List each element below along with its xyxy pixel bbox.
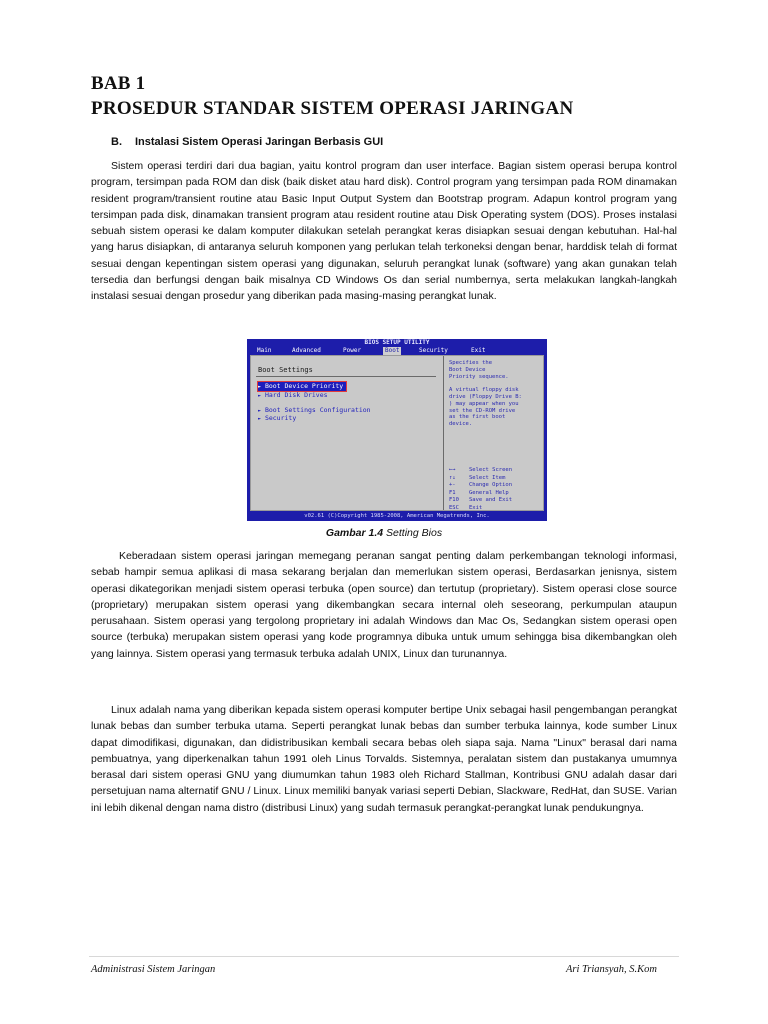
triangle-right-icon: ► — [258, 408, 262, 414]
footer-divider — [89, 956, 679, 957]
triangle-right-icon: ► — [258, 416, 262, 422]
paragraph-intro: Sistem operasi terdiri dari dua bagian, yaitu kontrol program dan user interface. Bagian sistem operasi berupa kontrol program, tersimpan pada ROM dan disk (baik disket atau hard disk). Control program yang tersimpan pada ROM dinamakan resident program/transient routine atau Basic Input Output System dan Bootstrap program. Adapun kontrol program yang tersimpan pada disk, dinamakan transient program atau resident routine atau Disk Operating system (DOS). Proses instalasi sebuah sistem operasi ke dalam komputer dilakukan setelah perangkat keras disiapkan sesuai dengan kebutuhan. Hal-hal yang harus disiapkan, di antaranya seluruh komponen yang perlukan telah terkoneksi dengan benar, harddisk telah di format sesuai dengan kepentingan sistem operasi yang digunakan, seluruh perangkat lunak (software) yang akan gunakan telah tersedia dan berfungsi dengan baik misalnya CD Windows Os dan serial numbernya, serta melakukan langkah-langkah instalasi sesuai dengan prosedur yang diberikan pada masing-masing perangkat lunak. — [91, 160, 677, 303]
bios-item-hard-disk-drives: ► Hard Disk Drives — [258, 391, 328, 399]
bios-help-panel — [449, 360, 541, 510]
bios-item-security: ► Security — [258, 414, 297, 422]
bios-key-row: ←→ Select Screen — [449, 467, 513, 473]
figure-caption — [0, 526, 768, 540]
bios-key-row: ESC Exit — [449, 504, 483, 511]
bios-menu-security: Security — [419, 347, 448, 354]
paragraph-linux: Linux adalah nama yang diberikan kepada sistem operasi komputer bertipe Unix sebagai hasil pengembangan perangkat lunak bebas dan sumber terbuka utama. Seperti perangkat lunak bebas dan sumber terbuka lainnya, kode sumber Linux dapat dimodifikasi, digunakan, dan didistribusikan kembali secara bebas oleh siapa saja. Nama "Linux" berasal dari nama pembuatnya, yang diperkenalkan tahun 1991 oleh Linus Torvalds. Sistemnya, peralatan sistem dan pustakanya umumnya berasal dari sistem operasi GNU yang diumumkan tahun 1983 oleh Richard Stallman, Kontribusi GNU adalah dasar dari persetujuan nama alternatif GNU / Linux. Linux memiliki banyak variasi seperti Debian, Slackware, RedHat, dan SUSE. Varian ini lebih dikenal dengan nama distro (distribusi Linux) yang sudah termasuk perangkat-perangkat lunak pendukungnya. — [91, 704, 677, 814]
bios-menu-main: Main — [257, 347, 272, 354]
bios-panel-title: Boot Settings — [258, 366, 313, 374]
bios-key-row: ↑↓ Select Item — [449, 474, 506, 481]
figure-caption-text: Setting Bios — [386, 527, 443, 539]
triangle-right-icon: ► — [258, 393, 262, 399]
bios-menu-bar — [247, 347, 547, 355]
section-title: Instalasi Sistem Operasi Jaringan Berbasis GUI — [135, 136, 384, 148]
bios-main-panel — [250, 355, 544, 511]
bios-panel-divider — [443, 356, 444, 510]
paragraph-open-source: Keberadaan sistem operasi jaringan memegang peranan sangat penting dalam perkembangan teknologi informasi, sebab hampir semua aplikasi di masa sekarang berjalan dan memerlukan sistem operasi, Berdasarkan jenisnya, sistem operasi dikategorikan menjadi sistem operasi terbuka (open source) dan tertutup (proprietary). Sistem operasi close source (proprietary) merupakan sistem operasi yang dikembangkan secara internal oleh seseorang, perkumpulan ataupun perusahaan. Sistem operasi yang tergolong proprietary ini adalah Windows dan Mac Os, Sedangkan sistem operasi open source (terbuka) merupakan sistem operasi yang kode programnya dibuka untuk umum sehingga bisa dikembangkan oleh yang lainnya. Sistem operasi yang termasuk terbuka adalah UNIX, Linux dan turunannya. — [91, 550, 677, 660]
bios-divider-line — [256, 376, 436, 377]
section-heading — [111, 134, 383, 150]
bios-menu-boot: Boot — [385, 347, 400, 354]
bios-options-panel — [251, 356, 442, 510]
chapter-heading: BAB 1 — [91, 73, 146, 94]
bios-help-text: Specifies the Boot Device Priority sequence. A virtual floppy disk drive (Floppy Drive B: ) may appear when you set the CD-ROM drive as the first boot device. — [449, 360, 522, 428]
bios-menu-advanced: Advanced — [292, 347, 321, 354]
bios-copyright: v02.61 (C)Copyright 1985-2008, American Megatrends, Inc. — [304, 513, 490, 519]
bios-key-row: F10 Save and Exit — [449, 497, 513, 503]
bios-screenshot — [247, 339, 547, 521]
bios-title: BIOS SETUP UTILITY — [364, 339, 430, 346]
footer-author: Ari Triansyah, S.Kom — [566, 964, 658, 975]
figure-label: Gambar 1.4 — [325, 527, 384, 539]
chapter-title: PROSEDUR STANDAR SISTEM OPERASI JARINGAN — [91, 98, 574, 119]
bios-key-legend — [449, 467, 512, 512]
section-number: B. — [111, 136, 122, 148]
bios-key-row: F1 General Help — [449, 489, 509, 496]
bios-item-boot-device-priority: ► Boot Device Priority — [258, 382, 346, 391]
bios-item-boot-settings-configuration: ► Boot Settings Configuration — [258, 406, 371, 414]
bios-key-row: +- Change Option — [449, 482, 513, 488]
bios-menu-exit: Exit — [471, 347, 486, 354]
triangle-right-icon: ► — [258, 384, 262, 390]
bios-menu-power: Power — [343, 347, 362, 354]
footer-course-title: Administrasi Sistem Jaringan — [91, 964, 216, 975]
